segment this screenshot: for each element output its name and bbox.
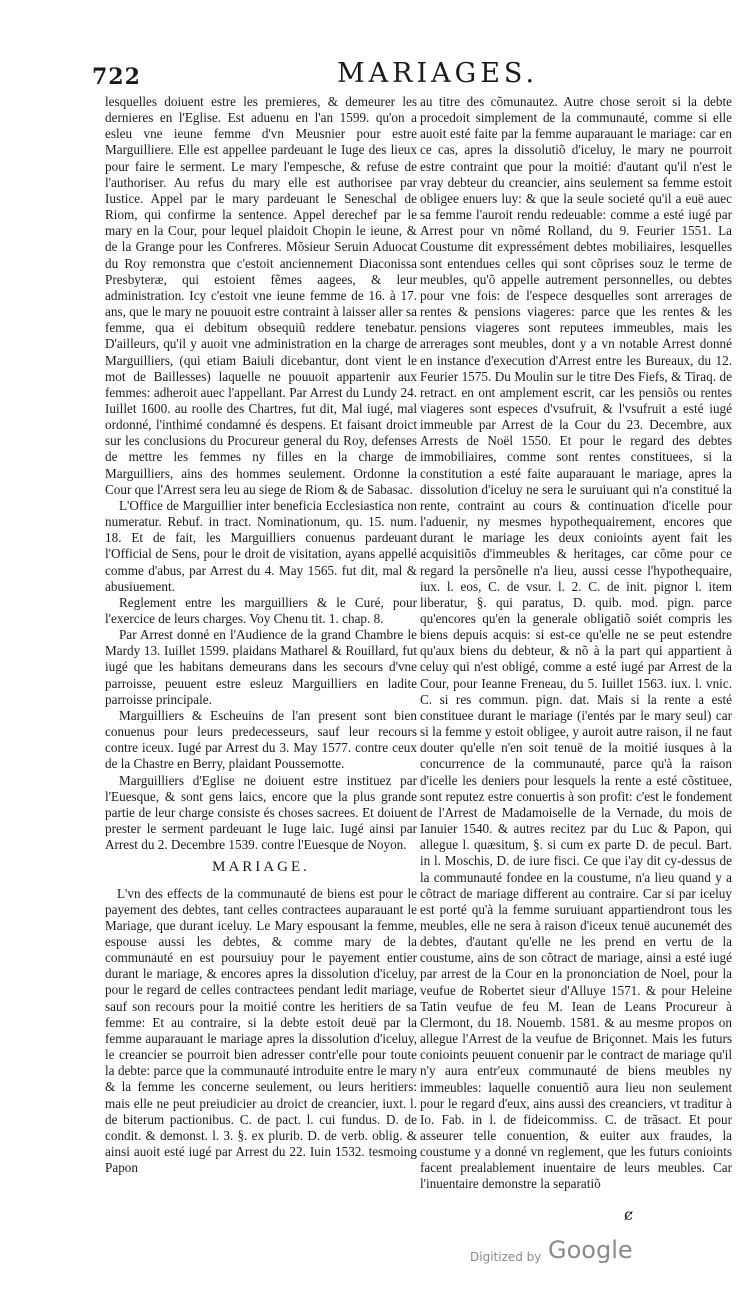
left-column: [105, 94, 417, 1176]
running-title: MARIAGES.: [337, 58, 539, 89]
section-paragraph: L'vn des effects de la communauté de biens est pour le payement des debtes, tant celles contractees auparauant le Mariage, que durant iceluy. Le Mary espousant la femme, espouse aussi les debtes, & comme mary de la communauté en est poursuiuy pour le payement entier durant le mariage, & encores apres la dissolution d'iceluy, pour le regard de celles contractees pendant ledit mariage, sauf son recours pour la moitié contre les heritiers de sa femme: Et au contraire, si la debte estoit deuë par la femme auparauant le mariage apres la dissolution d'iceluy, le creancier se pourroit bien adresser contr'elle pour toute la debte: parce que la communauté introduite entre le mary & la femme les concerne seulement, ou leurs heritiers: mais elle ne peut preiudicier au droict de creancier, iuxt. l. de biterum pactionibus. C. de pact. l. cui fundus. D. de condit. & demonst. l. 3. §. ex plurib. D. de verb. oblig. & ainsi auoit esté iugé par Arrest du 22. Iuin 1532. tesmoing Papon: [105, 885, 417, 1176]
digitized-label: Digitized by: [470, 1250, 542, 1264]
google-logo: Google: [548, 1236, 633, 1264]
paragraph: L'Office de Marguillier inter beneficia Ecclesiastica non numeratur. Rebuf. in tract. Nominationum, qu. 15. num. 18. Et de fait, les Marguilliers conuenus pardeuant l'Official de Sens, pour le droit de visitation, ayans appellé comme d'abus, par Arrest du 4. May 1565. fut dit, mal & abusiuement.: [105, 497, 417, 594]
right-column: [420, 94, 732, 1193]
paragraph: Par Arrest donné en l'Audience de la grand Chambre le Mardy 13. Iuillet 1599. plaidans Matharel & Rouillard, fut iugé que les habitans demeurans dans les secours d'vne parroisse, peuuent estre esleuz Marguilliers en ladite parroisse principale.: [105, 627, 417, 707]
paragraph: Reglement entre les marguilliers & le Curé, pour l'exercice de leurs charges. Voy Chenu tit. 1. chap. 8.: [105, 594, 417, 626]
printer-mark: ȼ: [624, 1205, 633, 1224]
paragraph: Marguilliers & Escheuins de l'an present sont bien conuenus pour leurs predecesseurs, sauf leur recours contre iceux. Iugé par Arrest du 3. May 1577. contre ceux de la Chastre en Berry, plaidant Poussemotte.: [105, 707, 417, 772]
paragraph: au titre des cõmunautez. Autre chose seroit si la debte procedoit simplement de la communauté, comme si elle auoit esté faite par la femme auparauant le mariage: car en ce cas, apres la dissolutiõ d'iceluy, le mary ne pourroit estre contraint que pour la moitié: d'autant qu'il n'est le vray debteur du creancier, ains seulement sa femme estoit obligee enuers luy: & que la seule societé qu'il a euë auec sa femme l'auroit rendu redeuable: comme a esté iugé par Arrest pour vn nõmé Rolland, du 9. Feurier 1551. La Coustume dit expressément debtes mobiliaires, lesquelles sont entendues celles qui sont cõprises souz le terme de meubles, qu'õ appelle autrement personnelles, ou debtes pour vne fois: de l'espece desquelles sont arrerages de rentes & pensions viageres: parce que les rentes & les pensions viageres sont reputees immeubles, mais les arrerages sont meubles, dont y a vn notable Arrest donné en instance d'execution d'Arrest entre les Bureaux, du 12. Feurier 1575. Du Moulin sur le titre Des Fiefs, & Tiraq. de retract. en ont amplement escrit, car les pensiõs ou rentes viageres sont especes d'vsufruit, & l'vsufruit a esté iugé immeuble par Arrest de la Cour du 23. Decembre, aux Arrests de Noël 1550. Et pour le regard des debtes immobiliaires, comme sont rentes constituees, si la constitution a esté faite auparauant le mariage, apres la dissolution d'iceluy ne sera le suruiuant qui n'a constitué la rente, contraint au cours & continuation d'icelle pour l'aduenir, ny mesmes hypothequairement, encores que durant le mariage les deux conioints ayent fait les acquisitiõs d'immeubles & heritages, car cõme pour ce regard la persõnelle n'a lieu, aussi cesse l'hypothequaire, iux. l. eos, C. de vsur. l. 2. C. de init. pignor l. item liberatur, §. qui paratus, D. quib. mod. pign. parce qu'encores qu'en la generale obligatiõ soiét compris les biens depuis acquis: si est-ce qu'elle ne se peut estendre qu'aux biens du debteur, & nõ à la part qui appartient à celuy qui n'est obligé, comme a esté iugé par Arrest de la Cour, pour Ieanne Freneau, du 5. Iuillet 1563. iux. l. vnic. C. si res commun. pign. dat. Mais si la rente a esté constituee durant le mariage (i'entés par le mary seul) car si la femme y estoit obligee, y auroit autre raison, il ne faut douter qu'elle n'en soit tenuë de la moitié iusques à la concurrence de la communauté, parce qu'à la raison d'icelle les deniers pour lesquels la rente a esté cõstituee, sont reputez estre conuertis à son profit: c'est le fondement de l'Arrest de Madamoiselle de la Vernade, du mois de Ianuier 1540. & autres recitez par du Luc & Papon, qui allegue l. quæsitum, §. si cum ex parte D. de pecul. Bart. in l. Moschis, D. de iure fisci. Ce que i'ay dit cy-dessus de la communauté fondee en la coustume, n'a lieu quand y a cõtract de mariage different au contraire. Car si par iceluy est porté qu'à la femme suruiuant appartiendront tous les meubles, elle ne sera à raison d'iceux tenuë aucunemét des debtes, d'autant qu'elle ne les prend en vertu de la coustume, ains de son cõtract de mariage, ainsi a esté iugé par arrest de la Cour en la prononciation de Noel, pour la veufue de Robertet sieur d'Alluye 1571. & pour Heleine Tatin veufue de feu M. Iean de Leans Procureur à Clermont, du 18. Nouemb. 1581. & au mesme propos on allegue l'Arrest de la veufue de Briçonnet. Mais les futurs conioints peuuent conuenir par le contract de mariage qu'il n'y aura entr'eux communauté de biens meubles ny immeubles: laquelle conuentiõ aura lieu non seulement pour le regard d'eux, ains aussi des creanciers, vt traditur à Io. Fab. in l. de fideicommiss. C. de trãsact. Et pour asseurer telle conuention, & euiter aux fraudes, la coustume y a donné vn reglement, que les futurs conioints facent prealablement inuentaire de leurs meubles. Car l'inuentaire demonstre la separatiõ: [420, 94, 732, 1192]
page-number: 722: [92, 64, 141, 90]
digitization-watermark: [470, 1236, 710, 1272]
section-heading: MARIAGE.: [212, 859, 310, 876]
paragraph: Marguilliers d'Eglise ne doiuent estre instituez par l'Euesque, & sont gens laics, encore que la plus grande partie de leur charge consiste és choses sacrees. Et doiuent prester le serment pardeuant le Iuge laic. Iugé ainsi par Arrest du 2. Decembre 1539. contre l'Euesque de Noyon.: [105, 772, 417, 853]
paragraph: lesquelles doiuent estre les premieres, & demeurer les dernieres en l'Eglise. Est aduenu en l'an 1599. qu'on a esleu vne ieune femme d'vn Meusnier pour estre Marguilliere. Elle est appellee pardeuant le Iuge des lieux pour faire le serment. Le mary l'empesche, & refuse de l'authoriser. Au refus du mary elle est authorisee par Iustice. Appel par le mary pardeuant le Seneschal de Riom, qui confirme la sentence. Appel derechef par le mary en la Cour, pour lequel plaidoit Chopin le ieune, & de la Grange pour les Confreres. Mõsieur Seruin Aduocat du Roy remonstra que c'estoit anciennement Diaconissa Presbyteræ, qui estoient fẽmes aagees, & leur administration. Icy c'estoit vne ieune femme de 16. à 17. ans, que le mary ne pouuoit estre contraint à laisser aller sa femme, qua ei debitum obsequiũ reddere tenebatur. D'ailleurs, qu'il y auoit vne administration en la charge de Marguilliers, (qui etiam Baiuli dicebantur, dont vient le mot de Baillesses) laquelle ne pouuoit appartenir aux femmes: adheroit auec l'appellant. Par Arrest du Lundy 24. Iuillet 1600. au roolle des Chartres, fut dit, Mal iugé, mal ordonné, l'inthimé condamné és despens. Et faisant droict sur les conclusions du Procureur general du Roy, defenses de mettre les femmes ny filles en la charge de Marguilliers, ains des hommes seulement. Ordonne la Cour que l'Arrest sera leu au siege de Riom & de Sabasac.: [105, 94, 417, 497]
page-header: [92, 58, 712, 92]
